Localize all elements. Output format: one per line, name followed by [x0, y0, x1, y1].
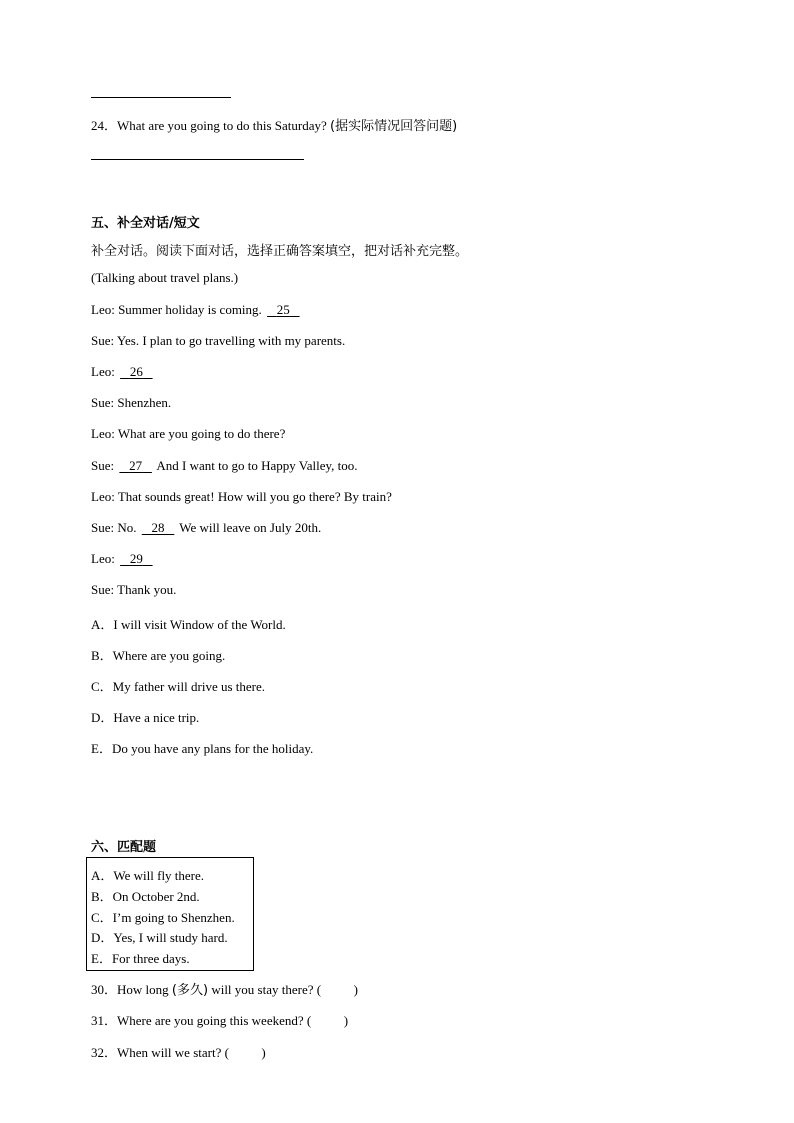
- speaker: Sue:: [91, 520, 115, 535]
- speaker: Leo:: [91, 551, 115, 566]
- option-letter: C．: [91, 679, 113, 694]
- option-a: [91, 614, 286, 633]
- dialogue-line-3: [91, 364, 155, 380]
- option-text: Where are you going.: [112, 648, 226, 663]
- match-option-d: D．Yes, I will study hard.: [91, 930, 228, 945]
- option-text: Do you have any plans for the holiday.: [111, 741, 314, 756]
- dialogue-text: We will leave on July 20th.: [179, 520, 322, 535]
- question-number: 31．: [91, 1013, 118, 1028]
- question-32: [91, 1042, 266, 1061]
- option-letter: E．: [91, 741, 112, 756]
- dialogue-text: And I want to go to Happy Valley, too.: [156, 458, 358, 473]
- dialogue-line-2: [91, 333, 345, 349]
- option-text: Have a nice trip.: [113, 710, 200, 725]
- blank-25[interactable]: 25: [276, 302, 290, 317]
- speaker: Leo:: [91, 302, 115, 317]
- speaker: Leo:: [91, 364, 115, 379]
- dialogue-line-8: [91, 520, 321, 536]
- dialogue-text: Shenzhen.: [117, 395, 172, 410]
- answer-bracket[interactable]: ( ): [224, 1045, 266, 1060]
- section-5-instruction: 补全对话。阅读下面对话，选择正确答案填空，把对话补充完整。: [91, 244, 469, 259]
- question-31: [91, 1010, 348, 1029]
- blank-26[interactable]: 26: [129, 364, 143, 379]
- dialogue-topic: (Talking about travel plans.): [91, 270, 239, 285]
- option-text: I will visit Window of the World.: [113, 617, 286, 632]
- option-d: [91, 707, 199, 726]
- question-cn-note: (多久): [171, 983, 209, 998]
- speaker: Sue:: [91, 395, 115, 410]
- speaker: Sue:: [91, 458, 115, 473]
- answer-bracket[interactable]: ( ): [316, 982, 358, 997]
- section-5-heading: 五、补全对话/短文: [91, 216, 200, 231]
- speaker: Sue:: [91, 582, 115, 597]
- option-c: [91, 676, 265, 695]
- answer-line-24[interactable]: [91, 159, 304, 160]
- option-b: [91, 645, 225, 664]
- question-number: 30．: [91, 982, 118, 997]
- section-6-heading: 六、匹配题: [91, 840, 157, 855]
- match-options-box: [86, 857, 254, 971]
- option-letter: A．: [91, 617, 114, 632]
- question-note: (据实际情况回答问题): [330, 119, 458, 134]
- dialogue-line-10: [91, 582, 176, 598]
- match-option-c: C．I’m going to Shenzhen.: [91, 910, 235, 925]
- dialogue-text: No.: [117, 520, 137, 535]
- question-number: 24．: [91, 118, 118, 133]
- dialogue-line-4: [91, 395, 171, 411]
- question-text: When will we start?: [117, 1045, 222, 1060]
- question-text: will you stay there?: [211, 982, 314, 997]
- option-letter: B．: [91, 648, 113, 663]
- match-option-b: B．On October 2nd.: [91, 889, 200, 904]
- dialogue-line-9: [91, 551, 155, 567]
- question-text: Where are you going this weekend?: [117, 1013, 304, 1028]
- answer-bracket[interactable]: ( ): [306, 1013, 349, 1028]
- dialogue-text: That sounds great! How will you go there? By train?: [117, 489, 392, 504]
- blank-27[interactable]: 27: [129, 458, 143, 473]
- dialogue-line-5: [91, 426, 285, 442]
- option-text: My father will drive us there.: [112, 679, 266, 694]
- dialogue-text: What are you going to do there?: [117, 426, 286, 441]
- blank-28[interactable]: 28: [151, 520, 165, 535]
- speaker: Leo:: [91, 426, 115, 441]
- dialogue-line-1: [91, 302, 302, 318]
- question-30: [91, 979, 358, 998]
- dialogue-line-6: [91, 458, 358, 474]
- option-letter: D．: [91, 710, 114, 725]
- answer-line-23[interactable]: [91, 97, 231, 98]
- match-option-e: E．For three days.: [91, 951, 190, 966]
- question-24: [91, 115, 457, 134]
- dialogue-text: Yes. I plan to go travelling with my parents.: [116, 333, 346, 348]
- blank-29[interactable]: 29: [129, 551, 143, 566]
- question-text: How long: [117, 982, 169, 997]
- dialogue-text: Thank you.: [117, 582, 177, 597]
- speaker: Sue:: [91, 333, 115, 348]
- question-number: 32．: [91, 1045, 118, 1060]
- speaker: Leo:: [91, 489, 115, 504]
- question-text: What are you going to do this Saturday?: [117, 118, 327, 133]
- dialogue-line-7: [91, 489, 392, 505]
- dialogue-text: Summer holiday is coming.: [118, 302, 262, 317]
- option-e: [91, 738, 313, 757]
- match-option-a: A．We will fly there.: [91, 868, 205, 883]
